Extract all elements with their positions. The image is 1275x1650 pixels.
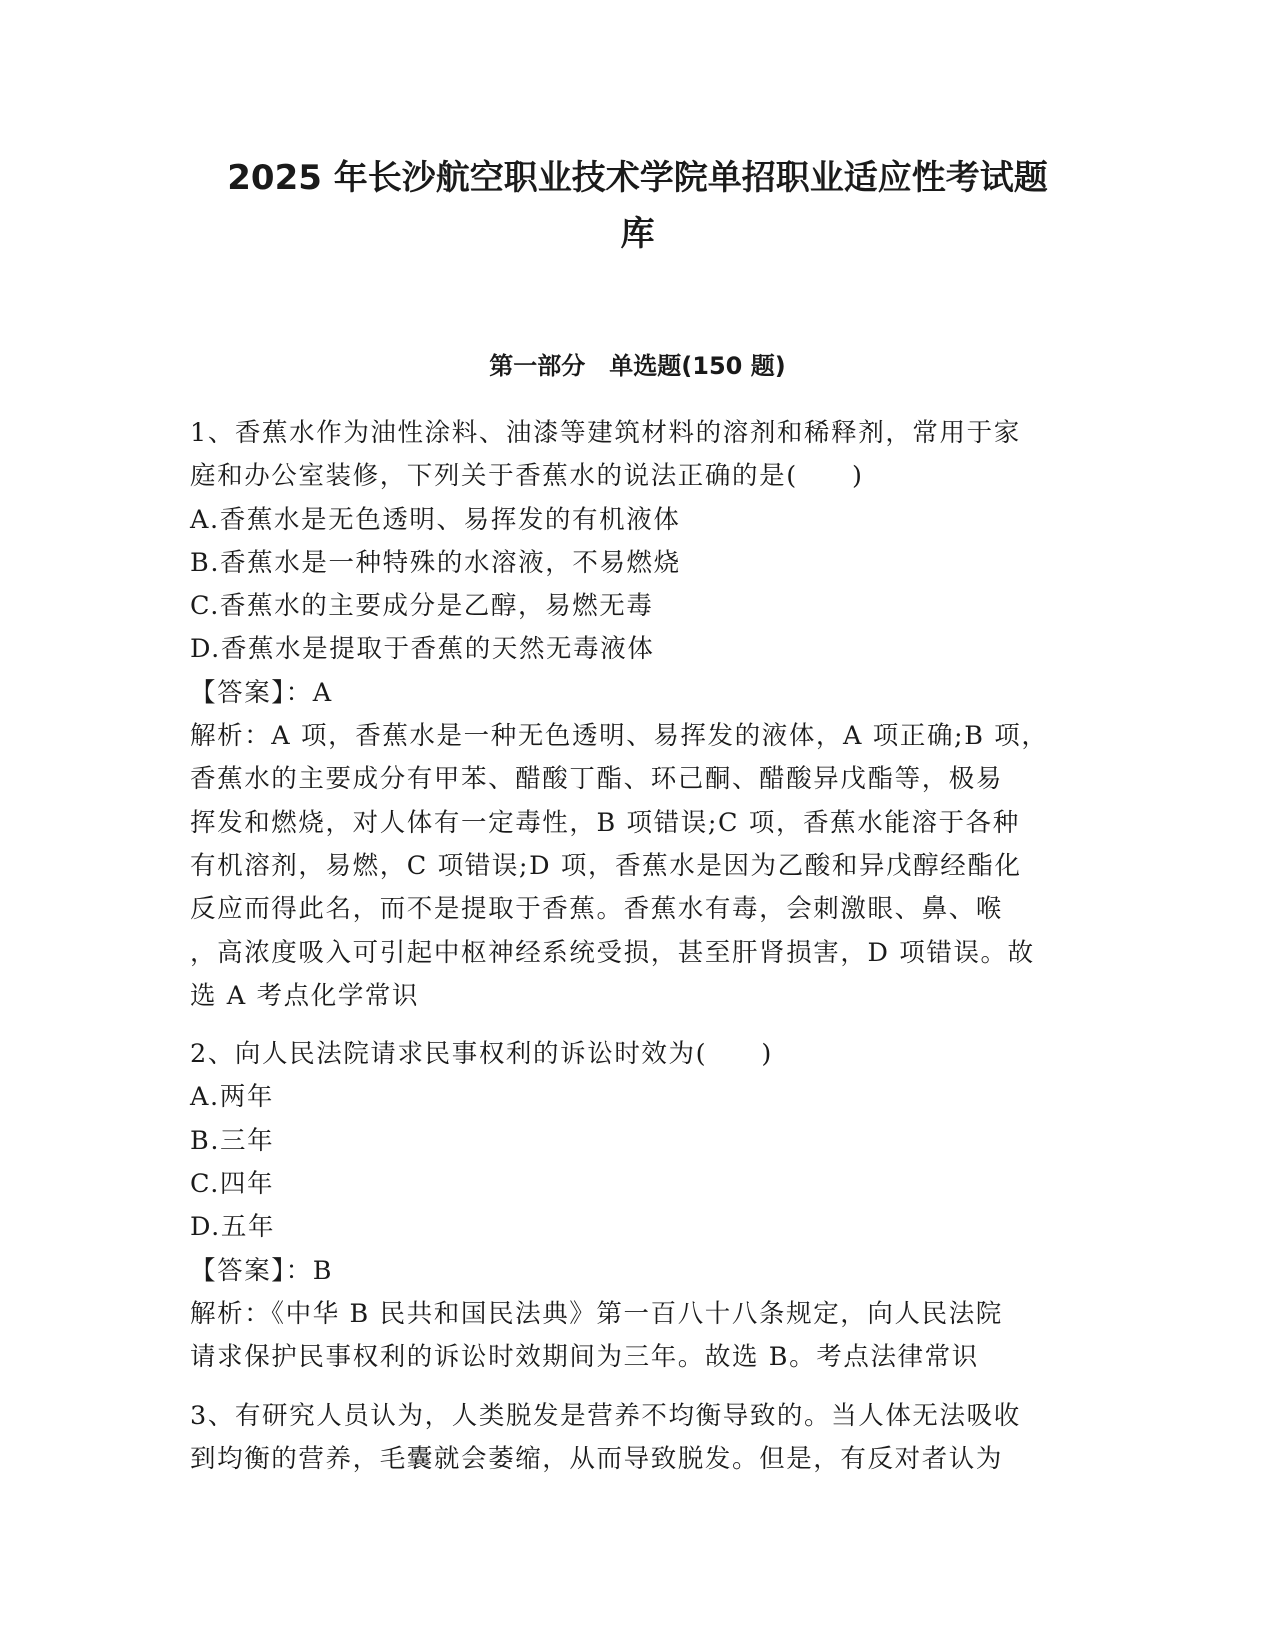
analysis: 请求保护民事权利的诉讼时效期间为三年。故选 B。考点法律常识 <box>190 1342 979 1373</box>
title-line: 库 <box>620 214 655 254</box>
title-line: 2025 年长沙航空职业技术学院单招职业适应性考试题 <box>227 158 1048 198</box>
option-c: C.香蕉水的主要成分是乙醇，易燃无毒 <box>190 591 654 622</box>
question-stem: 庭和办公室装修，下列关于香蕉水的说法正确的是( ) <box>190 461 864 492</box>
option-d: D.香蕉水是提取于香蕉的天然无毒液体 <box>190 634 655 665</box>
section-title: 第一部分 单选题(150 题) <box>489 352 786 380</box>
option-c: C.四年 <box>190 1169 275 1200</box>
analysis: 反应而得此名，而不是提取于香蕉。香蕉水有毒，会刺激眼、鼻、喉 <box>190 894 1004 925</box>
question-1 <box>190 412 1090 1018</box>
option-b: B.香蕉水是一种特殊的水溶液，不易燃烧 <box>190 547 681 578</box>
question-stem: 3、有研究人员认为，人类脱发是营养不均衡导致的。当人体无法吸收 <box>190 1400 1021 1431</box>
document-title <box>150 150 1125 262</box>
analysis: ，高浓度吸入可引起中枢神经系统受损，甚至肝肾损害，D 项错误。故 <box>190 937 1035 968</box>
answer: 【答案】：B <box>190 1255 334 1286</box>
analysis: 有机溶剂，易燃，C 项错误;D 项，香蕉水是因为乙酸和异戊醇经酯化 <box>190 850 1022 881</box>
option-d: D.五年 <box>190 1212 276 1243</box>
analysis: 挥发和燃烧，对人体有一定毒性，B 项错误;C 项，香蕉水能溶于各种 <box>190 807 1020 838</box>
analysis: 解析：《中华 B 民共和国民法典》第一百八十八条规定，向人民法院 <box>190 1298 1003 1329</box>
option-a: A.香蕉水是无色透明、易挥发的有机液体 <box>190 504 681 535</box>
question-3 <box>190 1395 1090 1482</box>
option-a: A.两年 <box>190 1082 274 1113</box>
analysis: 解析：A 项，香蕉水是一种无色透明、易挥发的液体，A 项正确;B 项， <box>190 721 1049 752</box>
answer: 【答案】：A <box>190 677 333 708</box>
question-stem: 2、向人民法院请求民事权利的诉讼时效为( ) <box>190 1039 773 1070</box>
analysis: 选 A 考点化学常识 <box>190 980 420 1011</box>
question-list <box>190 412 1090 1496</box>
question-stem: 到均衡的营养，毛囊就会萎缩，从而导致脱发。但是，有反对者认为 <box>190 1443 1004 1474</box>
question-stem: 1、香蕉水作为油性涂料、油漆等建筑材料的溶剂和稀释剂，常用于家 <box>190 418 1021 448</box>
question-2 <box>190 1033 1090 1379</box>
analysis: 香蕉水的主要成分有甲苯、醋酸丁酯、环己酮、醋酸异戊酯等，极易 <box>190 764 1004 795</box>
option-b: B.三年 <box>190 1125 275 1156</box>
